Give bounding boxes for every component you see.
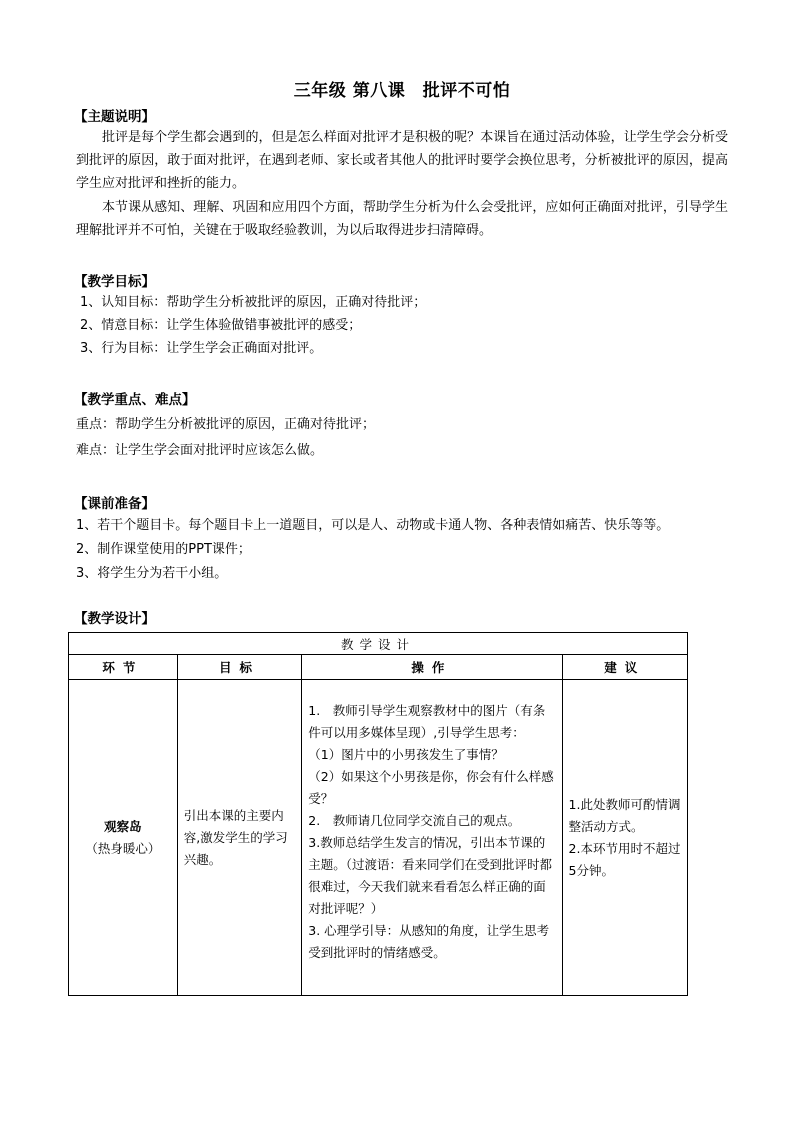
- suggestion-item-2: 2.本环节用时不超过5分钟。: [568, 840, 681, 878]
- stage-cell: [69, 680, 178, 996]
- prep-item-2: 2、制作课堂使用的PPT课件；: [76, 542, 251, 557]
- theme-heading: 【主题说明】: [74, 109, 155, 125]
- goal-item-1: 1、认知目标：帮助学生分析被批评的原因，正确对待批评；: [80, 295, 427, 310]
- stage-subtitle: （热身暖心）: [85, 840, 161, 856]
- operation-step-3: 3.教师总结学生发言的情况，引出本节课的主题。（过渡语：看来同学们在受到批评时都很难过，今天我们就来看看怎么样正确的面对批评呢？）: [308, 835, 553, 916]
- stage-name: 观察岛: [104, 818, 142, 834]
- goal-item-3: 3、行为目标：让学生学会正确面对批评。: [80, 341, 323, 356]
- goal-item-2: 2、情意目标：让学生体验做错事被批评的感受；: [80, 318, 362, 333]
- focus-difficult-point: 难点：让学生学会面对批评时应该怎么做。: [76, 443, 324, 458]
- theme-paragraph-2: 本节课从感知、理解、巩固和应用四个方面，帮助学生分析为什么会受批评，应如何正确面对批评，引导学生理解批评并不可怕，关键在于吸取经验教训，为以后取得进步扫清障碍。: [76, 200, 728, 238]
- prep-item-1: 1、若干个题目卡。每个题目卡上一道题目，可以是人、动物或卡通人物、各种表情如痛苦、快乐等等。: [76, 518, 670, 533]
- operation-step-1: 1. 教师引导学生观察教材中的图片（有条件可以用多媒体呈现）,引导学生思考：: [308, 703, 546, 740]
- operation-question-1: （1）图片中的小男孩发生了事情？: [308, 747, 504, 762]
- column-header-stage: 环节: [69, 655, 178, 680]
- teaching-design-table: [68, 632, 688, 996]
- design-heading: 【教学设计】: [74, 611, 155, 627]
- operation-question-2: （2）如果这个小男孩是你，你会有什么样感受？: [308, 769, 554, 806]
- focus-key-point: 重点：帮助学生分析被批评的原因，正确对待批评；: [76, 417, 376, 432]
- column-header-goal: 目标: [177, 655, 302, 680]
- operation-step-4: 3. 心理学引导：从感知的角度，让学生思考受到批评时的情绪感受。: [308, 923, 550, 960]
- goals-heading: 【教学目标】: [74, 274, 155, 290]
- column-header-operation: 操作: [302, 655, 562, 680]
- table-row: [69, 680, 688, 996]
- column-header-suggestion: 建议: [562, 655, 687, 680]
- goal-cell: 引出本课的主要内容,激发学生的学习兴趣。: [177, 680, 302, 996]
- suggestion-item-1: 1.此处教师可酌情调整活动方式。: [568, 796, 681, 834]
- prep-heading: 【课前准备】: [74, 496, 155, 512]
- table-caption: 教学设计: [69, 633, 688, 655]
- prep-item-3: 3、将学生分为若干小组。: [76, 566, 228, 581]
- focus-heading: 【教学重点、难点】: [74, 392, 196, 408]
- operation-cell: [302, 680, 562, 996]
- theme-paragraph-1: 批评是每个学生都会遇到的，但是怎么样面对批评才是积极的呢？本课旨在通过活动体验，让学生学会分析受到批评的原因，敢于面对批评，在遇到老师、家长或者其他人的批评时要学会换位思考，分析被批评的原因，提高学生应对批评和挫折的能力。: [76, 130, 728, 191]
- suggestion-cell: [562, 680, 687, 996]
- operation-step-2: 2. 教师请几位同学交流自己的观点。: [308, 813, 521, 828]
- page-title: 三年级 第八课 批评不可怕: [293, 81, 511, 101]
